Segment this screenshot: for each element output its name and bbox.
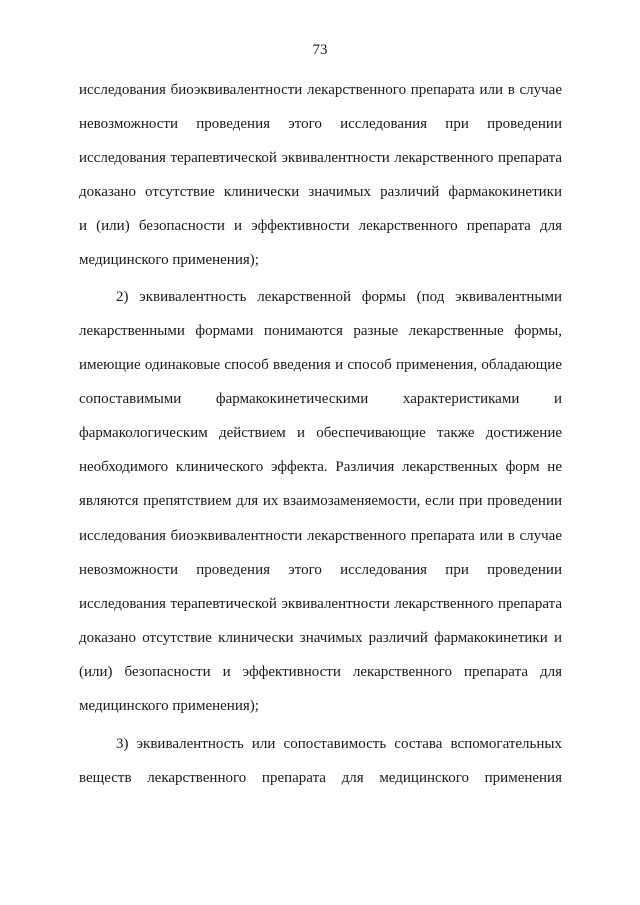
text-line: веществ лекарственного препарата для медицинского применения bbox=[79, 770, 562, 786]
text-line: являются препятствием для их взаимозаменяемости, если при проведении bbox=[79, 493, 562, 509]
text-line: исследования терапевтической эквивалентности лекарственного препарата bbox=[79, 150, 562, 166]
paragraph-2-first-line: 2) эквивалентность лекарственной формы (под эквивалентными bbox=[116, 289, 562, 305]
page-number: 73 bbox=[312, 42, 328, 58]
text-line: исследования биоэквивалентности лекарственного препарата или в случае bbox=[79, 82, 562, 98]
text-line: необходимого клинического эффекта. Различия лекарственных форм не bbox=[79, 459, 562, 475]
text-line: (или) безопасности и эффективности лекарственного препарата для bbox=[79, 664, 562, 680]
text-line: доказано отсутствие клинически значимых различий фармакокинетики bbox=[79, 184, 562, 200]
text-line: и (или) безопасности и эффективности лекарственного препарата для bbox=[79, 218, 562, 234]
text-line: исследования биоэквивалентности лекарственного препарата или в случае bbox=[79, 528, 562, 544]
text-line: имеющие одинаковые способ введения и способ применения, обладающие bbox=[79, 357, 562, 373]
text-line: доказано отсутствие клинически значимых различий фармакокинетики и bbox=[79, 630, 562, 646]
text-line: медицинского применения); bbox=[79, 252, 259, 268]
text-line: лекарственными формами понимаются разные лекарственные формы, bbox=[79, 323, 562, 339]
text-line: невозможности проведения этого исследования при проведении bbox=[79, 562, 562, 578]
text-line: исследования терапевтической эквивалентности лекарственного препарата bbox=[79, 596, 562, 612]
text-line: сопоставимыми фармакокинетическими характеристиками и bbox=[79, 391, 562, 407]
paragraph-3-first-line: 3) эквивалентность или сопоставимость состава вспомогательных bbox=[116, 736, 562, 752]
text-line: медицинского применения); bbox=[79, 698, 259, 714]
text-line: невозможности проведения этого исследования при проведении bbox=[79, 116, 562, 132]
text-line: фармакологическим действием и обеспечивающие также достижение bbox=[79, 425, 562, 441]
